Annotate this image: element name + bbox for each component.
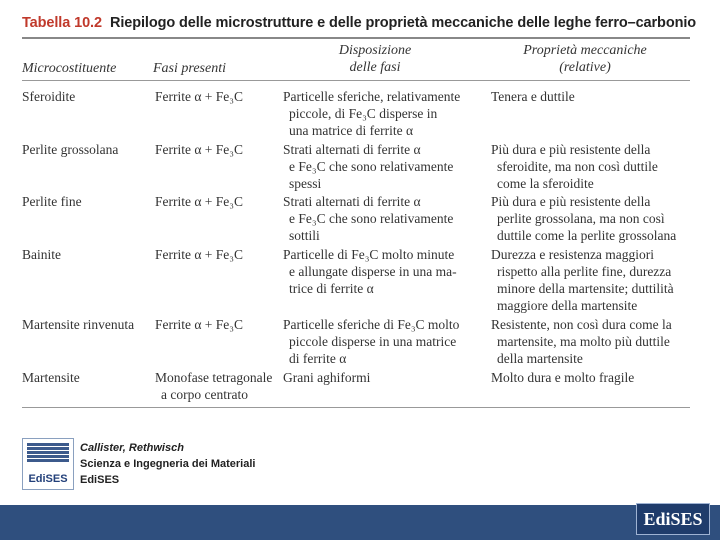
row-fasi	[155, 246, 243, 263]
fasi-line: a corpo centrato	[161, 387, 248, 402]
disp-line: e allungate disperse in una ma-	[289, 264, 457, 279]
prop-line: martensite, ma molto più duttile	[497, 334, 670, 349]
header-prop	[490, 42, 680, 76]
prop-line: duttile come la perlite grossolana	[497, 228, 677, 243]
disp-line: e Fe₃C che sono relativamente	[289, 159, 454, 174]
prop-line: Più dura e più resistente della	[491, 142, 651, 157]
row-prop	[491, 246, 674, 314]
row-prop	[491, 369, 634, 386]
header-prop-line2: (relative)	[559, 60, 611, 75]
disp-line: Strati alternati di ferrite α	[283, 142, 421, 157]
disp-line: Strati alternati di ferrite α	[283, 194, 421, 209]
prop-line: come la sferoidite	[497, 176, 594, 191]
row-fasi	[155, 141, 243, 158]
table-caption	[22, 15, 696, 31]
row-disp	[283, 193, 453, 244]
credit-authors: Callister, Rethwisch	[80, 442, 184, 454]
disp-line: sottili	[289, 228, 320, 243]
disp-line: e Fe₃C che sono relativamente	[289, 211, 454, 226]
top-rule	[22, 37, 690, 39]
footer-logo: EdiSES	[636, 503, 710, 535]
credit-publisher: EdiSES	[80, 474, 120, 486]
row-disp	[283, 246, 457, 297]
logo-text: EdiSES	[28, 473, 68, 485]
row-fasi	[155, 316, 243, 333]
header-disp-line2: delle fasi	[349, 60, 401, 75]
disp-line: di ferrite α	[289, 351, 347, 366]
credit-book: Scienza e Ingegneria dei Materiali	[80, 458, 256, 470]
header-fasi: Fasi presenti	[153, 61, 226, 76]
row-prop	[491, 88, 575, 105]
header-disp	[290, 42, 460, 76]
disp-line: Particelle sferiche, relativamente	[283, 89, 461, 104]
fasi-line: Ferrite α + Fe₃C	[155, 317, 244, 332]
prop-line: sferoidite, ma non così duttile	[497, 159, 658, 174]
disp-line: piccole, di Fe₃C disperse in	[289, 106, 438, 121]
fasi-line: Ferrite α + Fe₃C	[155, 194, 244, 209]
prop-line: della martensite	[497, 351, 583, 366]
row-disp	[283, 88, 460, 139]
row-microcostituente: Martensite	[22, 370, 80, 385]
table-number: Tabella 10.2	[22, 15, 102, 31]
header-rule	[22, 80, 690, 81]
fasi-line: Ferrite α + Fe₃C	[155, 247, 244, 262]
header-micro: Microcostituente	[22, 61, 117, 76]
row-fasi	[155, 369, 272, 403]
prop-line: Resistente, non così dura come la	[491, 317, 672, 332]
disp-line: Grani aghiformi	[283, 370, 371, 385]
prop-line: maggiore della martensite	[497, 298, 638, 313]
row-microcostituente: Bainite	[22, 247, 61, 262]
disp-line: una matrice di ferrite α	[289, 123, 414, 138]
row-fasi	[155, 193, 243, 210]
header-disp-line1: Disposizione	[338, 43, 412, 58]
prop-line: Durezza e resistenza maggiori	[491, 247, 655, 262]
row-fasi	[155, 88, 243, 105]
publisher-logo	[22, 438, 74, 490]
header-prop-line1: Proprietà meccaniche	[523, 43, 647, 58]
prop-line: minore della martensite; duttilità	[497, 281, 674, 296]
disp-line: spessi	[289, 176, 322, 191]
row-prop	[491, 141, 658, 192]
prop-line: perlite grossolana, ma non così	[497, 211, 665, 226]
row-disp	[283, 369, 370, 386]
row-prop	[491, 316, 672, 367]
disp-line: piccole disperse in una matrice	[289, 334, 457, 349]
fasi-line: Ferrite α + Fe₃C	[155, 142, 244, 157]
row-microcostituente: Sferoidite	[22, 89, 76, 104]
row-microcostituente: Perlite grossolana	[22, 142, 119, 157]
prop-line: rispetto alla perlite fine, durezza	[497, 264, 672, 279]
prop-line: Tenera e duttile	[491, 89, 575, 104]
row-prop	[491, 193, 676, 244]
footer-bar	[0, 505, 720, 540]
prop-line: Più dura e più resistente della	[491, 194, 651, 209]
disp-line: trice di ferrite α	[289, 281, 374, 296]
bottom-rule	[22, 407, 690, 408]
disp-line: Particelle di Fe₃C molto minute	[283, 247, 455, 262]
prop-line: Molto dura e molto fragile	[491, 370, 635, 385]
row-microcostituente: Martensite rinvenuta	[22, 317, 135, 332]
logo-stripes	[27, 443, 69, 463]
fasi-line: Ferrite α + Fe₃C	[155, 89, 244, 104]
row-disp	[283, 316, 459, 367]
row-disp	[283, 141, 453, 192]
table-title: Riepilogo delle microstrutture e delle proprietà meccaniche delle leghe ferro–carbonio	[109, 15, 697, 31]
disp-line: Particelle sferiche di Fe₃C molto	[283, 317, 460, 332]
row-microcostituente: Perlite fine	[22, 194, 82, 209]
fasi-line: Monofase tetragonale	[155, 370, 273, 385]
